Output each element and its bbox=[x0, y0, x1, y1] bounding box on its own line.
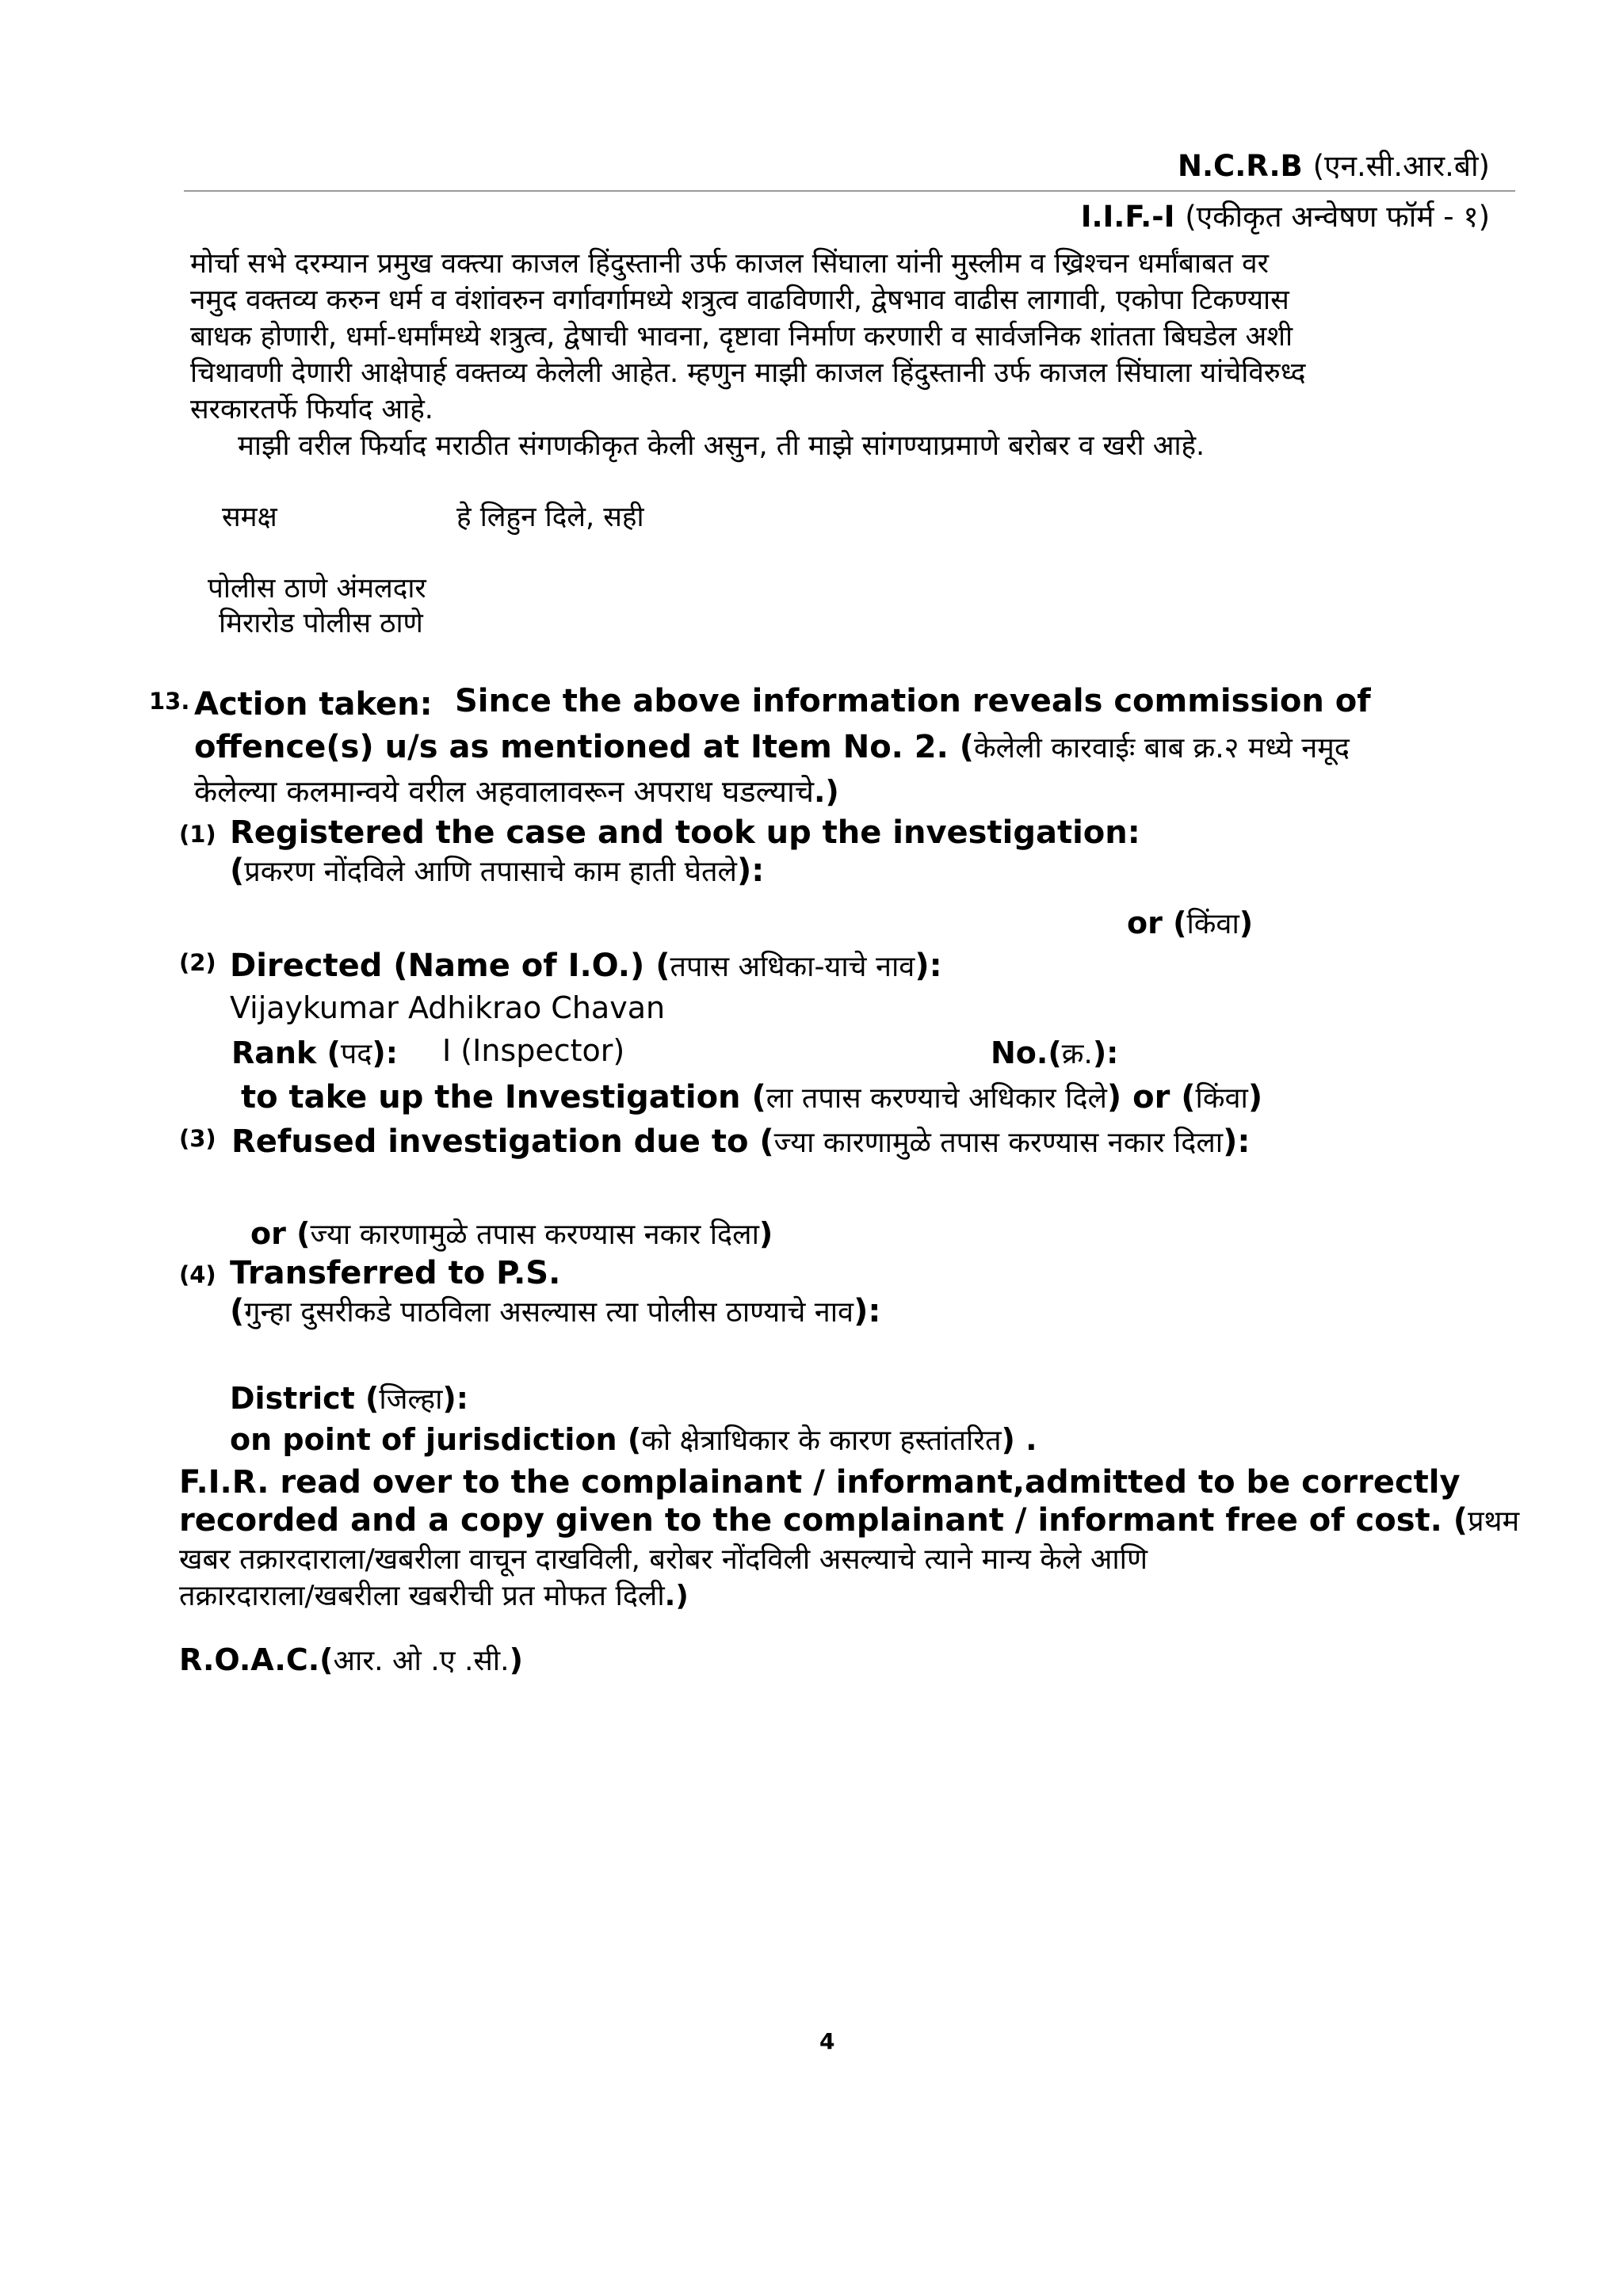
or-label: or ( bbox=[1127, 906, 1187, 940]
fir-line-1: F.I.R. read over to the complainant / informant,admitted to be correctly bbox=[179, 1464, 1461, 1501]
transferred-ps-marathi bbox=[230, 1291, 880, 1330]
statement-line: बाधक होणारी, धर्मा-धर्मांमध्ये शत्रुत्व, द्वेषाची भावना, दृष्टावा निर्माण करणारी व सार्वजनिक शांतता बिघडेल अशी bbox=[190, 321, 1293, 353]
statement-paragraph bbox=[190, 246, 1506, 428]
ncrb-header bbox=[1178, 144, 1490, 185]
rank-marathi: पद bbox=[340, 1038, 372, 1070]
or-label: ) or ( bbox=[1106, 1079, 1196, 1116]
close-paren: ): bbox=[736, 852, 765, 889]
action-taken-line2 bbox=[194, 727, 1350, 766]
take-up-text: to take up the Investigation ( bbox=[241, 1079, 766, 1116]
directed-io-marathi: तपास अधिका-याचे नाव bbox=[670, 951, 915, 983]
roac-marathi: आर. ओ .ए .सी. bbox=[333, 1645, 510, 1677]
no-marathi: क्र. bbox=[1061, 1038, 1093, 1070]
item-1-number: (1) bbox=[179, 821, 216, 848]
action-taken-label: Action taken: bbox=[194, 686, 433, 723]
header-divider bbox=[184, 190, 1515, 192]
roac-text: R.O.A.C.( bbox=[179, 1642, 334, 1677]
offence-clause-marathi-cont: केलेल्या कलमान्वये वरील अहवालावरून अपराध घडल्याचे bbox=[194, 774, 814, 809]
close-paren: ): bbox=[372, 1035, 398, 1070]
iif-header bbox=[1081, 195, 1490, 235]
io-name: Vijaykumar Adhikrao Chavan bbox=[230, 990, 666, 1025]
or-label: or ( bbox=[250, 1216, 311, 1251]
registered-case-marathi bbox=[230, 851, 764, 890]
or-marathi: ज्या कारणामुळे तपास करण्यास नकार दिला bbox=[310, 1219, 759, 1251]
police-station-name: मिरारोड पोलीस ठाणे bbox=[219, 608, 423, 639]
iif-label: I.I.F.-I bbox=[1080, 200, 1175, 234]
close-paren: ) . bbox=[1001, 1422, 1037, 1457]
district-text: District ( bbox=[230, 1381, 380, 1416]
open-paren: ( bbox=[230, 1293, 245, 1329]
action-taken-text: Since the above information reveals commission of bbox=[455, 683, 1371, 719]
in-presence-label: समक्ष bbox=[222, 502, 277, 533]
take-up-investigation bbox=[241, 1077, 1262, 1116]
close-paren: .) bbox=[664, 1580, 689, 1612]
or-option-1 bbox=[1127, 903, 1253, 942]
close-paren: ): bbox=[442, 1381, 468, 1416]
transferred-ps-label: Transferred to P.S. bbox=[230, 1255, 561, 1291]
jurisdiction-text: on point of jurisdiction ( bbox=[230, 1422, 642, 1457]
registered-case-label: Registered the case and took up the investigation: bbox=[230, 814, 1140, 851]
iif-marathi: (एकीकृत अन्वेषण फॉर्म - १) bbox=[1185, 200, 1490, 234]
transferred-ps-marathi-text: गुन्हा दुसरीकडे पाठविला असल्यास त्या पोलीस ठाण्याचे नाव bbox=[244, 1296, 854, 1329]
officer-title: पोलीस ठाणे अंमलदार bbox=[208, 573, 426, 605]
rank-label bbox=[231, 1033, 398, 1072]
fir-line-3: खबर तक्रारदाराला/खबरीला वाचून दाखविली, बरोबर नोंदविली असल्याचे त्याने मान्य केले आणि bbox=[179, 1543, 1148, 1576]
item-3-number: (3) bbox=[179, 1125, 216, 1152]
page-number: 4 bbox=[819, 2028, 835, 2054]
ncrb-marathi: (एन.सी.आर.बी) bbox=[1312, 149, 1490, 183]
ncrb-label: N.C.R.B bbox=[1178, 149, 1303, 183]
no-text: No.( bbox=[991, 1035, 1062, 1070]
rank-value: I (Inspector) bbox=[442, 1033, 625, 1068]
fir-line-4 bbox=[179, 1575, 689, 1614]
rank-text: Rank ( bbox=[231, 1035, 341, 1070]
close-paren: ): bbox=[1223, 1123, 1251, 1160]
close-paren: ): bbox=[1092, 1035, 1119, 1070]
statement-line: नमुद वक्तव्य करुन धर्म व वंशांवरुन वर्गावर्गामध्ये शत्रुत्व वाढविणारी, द्वेषभाव वाढीस लागावी, एकोपा टिकण्यास bbox=[190, 284, 1289, 316]
district-label bbox=[230, 1379, 468, 1417]
take-up-marathi: ला तपास करण्याचे अधिकार दिले bbox=[766, 1082, 1107, 1115]
or-marathi: किंवा bbox=[1195, 1082, 1248, 1115]
registered-case-marathi-text: प्रकरण नोंदविले आणि तपासाचे काम हाती घेतले bbox=[244, 856, 737, 888]
close-paren: ): bbox=[854, 1293, 881, 1329]
item-13-number: 13. bbox=[149, 688, 190, 715]
close-paren: ) bbox=[509, 1642, 523, 1677]
action-taken-line3 bbox=[194, 770, 839, 811]
close-paren: ) bbox=[1239, 906, 1254, 940]
fir-line-2-marathi: प्रथम bbox=[1468, 1505, 1520, 1538]
close-paren: ) bbox=[1247, 1079, 1263, 1116]
fir-line-2 bbox=[179, 1501, 1519, 1539]
offence-clause: offence(s) u/s as mentioned at Item No. 2. ( bbox=[194, 729, 975, 765]
fir-line-4-text: तक्रारदाराला/खबरीला खबरीची प्रत मोफत दिली bbox=[179, 1580, 665, 1612]
close-paren: ) bbox=[758, 1216, 773, 1251]
statement-line: मोर्चा सभे दरम्यान प्रमुख वक्त्या काजल हिंदुस्तानी उर्फ काजल सिंघाला यांनी मुस्लीम व ख्रिश्चन धर्मांबाबत वर bbox=[190, 248, 1269, 280]
refused-or-option bbox=[250, 1214, 773, 1253]
refused-text: Refused investigation due to ( bbox=[231, 1123, 774, 1160]
directed-io-label bbox=[230, 946, 942, 985]
directed-io-text: Directed (Name of I.O.) ( bbox=[230, 948, 670, 984]
jurisdiction-line bbox=[230, 1420, 1037, 1459]
refused-marathi: ज्या कारणामुळे तपास करण्यास नकार दिला bbox=[773, 1127, 1224, 1159]
written-signed-label: हे लिहुन दिले, सही bbox=[456, 502, 644, 533]
close-paren: .) bbox=[813, 774, 839, 809]
jurisdiction-marathi: को क्षेत्राधिकार के कारण हस्तांतरित bbox=[641, 1425, 1002, 1457]
close-paren: ): bbox=[915, 948, 942, 984]
district-marathi: जिल्हा bbox=[379, 1383, 443, 1416]
number-label bbox=[991, 1033, 1118, 1072]
open-paren: ( bbox=[230, 852, 245, 889]
statement-line: सरकारतर्फे फिर्याद आहे. bbox=[190, 394, 433, 425]
offence-clause-marathi: केलेली कारवाईः बाब क्र.२ मध्ये नमूद bbox=[974, 732, 1350, 765]
statement-line: चिथावणी देणारी आक्षेपार्ह वक्तव्य केलेली आहेत. म्हणुन माझी काजल हिंदुस्तानी उर्फ काजल सिंघाला यांचेविरुध्द bbox=[190, 357, 1306, 389]
item-4-number: (4) bbox=[179, 1261, 216, 1288]
refused-investigation-label bbox=[231, 1122, 1250, 1161]
roac-label bbox=[179, 1640, 523, 1679]
fir-line-2-text: recorded and a copy given to the complainant / informant free of cost. ( bbox=[179, 1502, 1468, 1539]
declaration: माझी वरील फिर्याद मराठीत संगणकीकृत केली असुन, ती माझे सांगण्याप्रमाणे बरोबर व खरी आहे. bbox=[238, 430, 1205, 462]
item-2-number: (2) bbox=[179, 949, 216, 976]
or-marathi: किंवा bbox=[1186, 908, 1239, 940]
